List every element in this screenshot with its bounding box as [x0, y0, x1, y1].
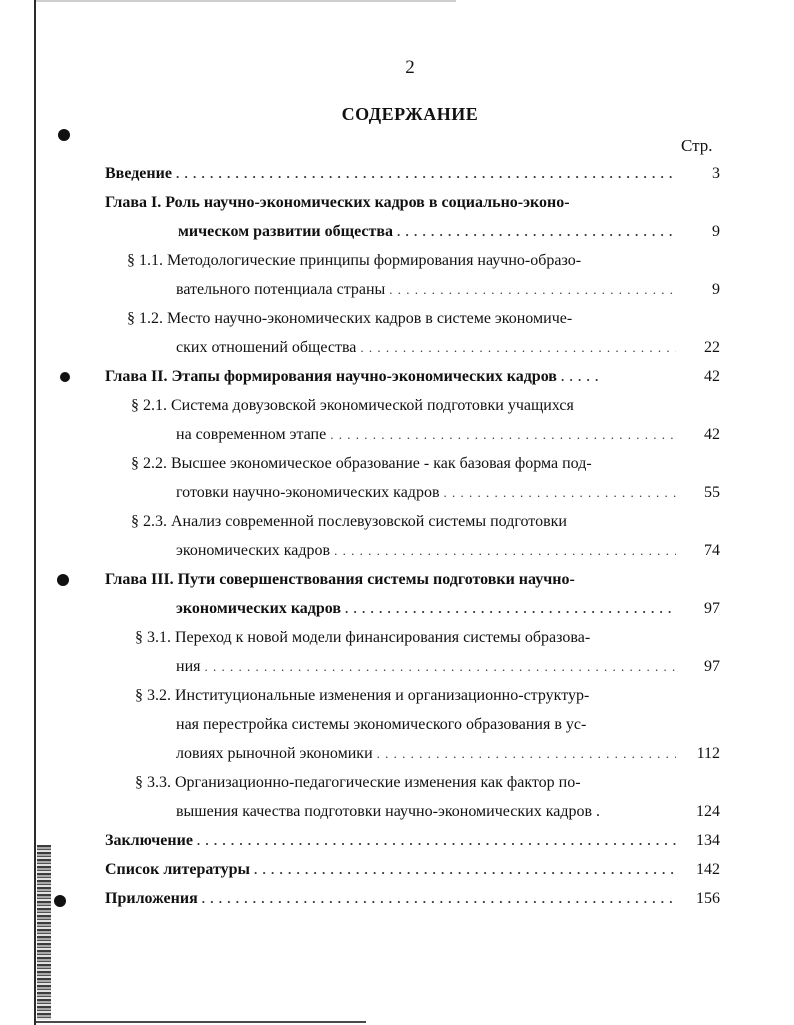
toc-entry-section-3-1-cont[interactable]: ния . . . 97 [176, 656, 720, 678]
leader-dots [377, 743, 676, 765]
punch-hole-icon [54, 895, 66, 907]
toc-entry-section-2-2[interactable]: § 2.2. Высшее экономическое образование - как базовая форма под- [131, 455, 592, 472]
toc-page-number: 124 [696, 803, 720, 820]
leader-dots [330, 424, 676, 446]
toc-page-number: 42 [704, 426, 720, 443]
leader-dots [254, 859, 676, 881]
toc-entry-section-3-2-line-2[interactable]: ная перестройка системы экономического образования в ус- [176, 716, 587, 733]
toc-entry-bibliography[interactable]: Список литературы . . . 142 [105, 859, 720, 881]
leader-dots [345, 598, 676, 620]
leader-dots [202, 888, 676, 910]
toc-page-number: 9 [712, 223, 720, 240]
toc-entry-introduction[interactable]: Введение . . . 3 [105, 163, 720, 185]
page-number: 2 [405, 57, 415, 78]
scan-edge-bottom [36, 1021, 366, 1023]
leader-dots [197, 830, 676, 852]
toc-entry-chapter-1-cont[interactable]: мическом развитии общества . . . 9 [178, 221, 720, 243]
toc-entry-section-1-1-cont[interactable]: вательного потенциала страны . . . 9 [176, 279, 720, 301]
toc-entry-section-2-3-cont[interactable]: экономических кадров . . . 74 [176, 540, 720, 562]
toc-entry-section-3-2-cont[interactable]: ловиях рыночной экономики . . . 112 [176, 743, 720, 765]
toc-page-number: 42 [704, 368, 720, 385]
leader-dots [389, 279, 676, 301]
leader-dots [334, 540, 676, 562]
toc-entry-section-2-3[interactable]: § 2.3. Анализ современной послевузовской системы подготовки [131, 513, 567, 530]
toc-page-number: 22 [704, 339, 720, 356]
scan-edge-top [36, 0, 456, 2]
toc-page-number: 9 [712, 281, 720, 298]
toc-page-number: 55 [704, 484, 720, 501]
toc-entry-appendices[interactable]: Приложения . . . 156 [105, 888, 720, 910]
toc-entry-section-3-2[interactable]: § 3.2. Институциональные изменения и организационно-структур- [135, 687, 590, 704]
toc-page-number: 97 [704, 600, 720, 617]
toc-entry-section-1-2-cont[interactable]: ских отношений общества . . . 22 [176, 337, 720, 359]
punch-hole-icon [57, 574, 69, 586]
toc-entry-section-2-1[interactable]: § 2.1. Система довузовской экономической подготовки учащихся [131, 397, 574, 414]
toc-entry-conclusion[interactable]: Заключение . . . 134 [105, 830, 720, 852]
toc-page-number: 3 [712, 165, 720, 182]
toc-page-number: 142 [696, 861, 720, 878]
leader-dots [176, 163, 676, 185]
leader-dots [204, 656, 676, 678]
toc-entry-section-2-2-cont[interactable]: готовки научно-экономических кадров . . . 55 [176, 482, 720, 504]
toc-entry-section-3-1[interactable]: § 3.1. Переход к новой модели финансирования системы образова- [135, 629, 591, 646]
toc-page-number: 112 [696, 745, 720, 762]
punch-hole-icon [58, 129, 70, 141]
leader-dots [444, 482, 677, 504]
toc-entry-section-1-1[interactable]: § 1.1. Методологические принципы формирования научно-образо- [127, 252, 582, 269]
punch-hole-icon [60, 372, 70, 382]
toc-entry-section-1-2[interactable]: § 1.2. Место научно-экономических кадров в системе экономиче- [127, 310, 573, 327]
toc-entry-section-2-1-cont[interactable]: на современном этапе . . . 42 [176, 424, 720, 446]
leader-dots [397, 221, 676, 243]
scan-binding-strip [37, 845, 51, 1020]
toc-page-number: 74 [704, 542, 720, 559]
leader-dots [561, 366, 599, 388]
toc-page-number: 97 [704, 658, 720, 675]
toc-entry-section-3-3[interactable]: § 3.3. Организационно-педагогические изменения как фактор по- [135, 774, 581, 791]
page-column-header: Стр. [681, 136, 713, 155]
toc-page-number: 156 [696, 890, 720, 907]
toc-entry-chapter-2[interactable]: Глава II. Этапы формирования научно-экономических кадров . . . 42 [105, 366, 720, 388]
toc-entry-chapter-3[interactable]: Глава III. Пути совершенствования системы подготовки научно- [105, 571, 575, 588]
leader-dots [360, 337, 676, 359]
toc-entry-chapter-3-cont[interactable]: экономических кадров . . . 97 [176, 598, 720, 620]
toc-page-number: 134 [696, 832, 720, 849]
toc-entry-section-3-3-cont[interactable]: вышения качества подготовки научно-экономических кадров . 124 [176, 801, 720, 823]
toc-entry-chapter-1[interactable]: Глава I. Роль научно-экономических кадров в социально-эконо- [105, 194, 570, 211]
page-title: СОДЕРЖАНИЕ [341, 104, 479, 124]
scan-edge-left [34, 0, 36, 1025]
